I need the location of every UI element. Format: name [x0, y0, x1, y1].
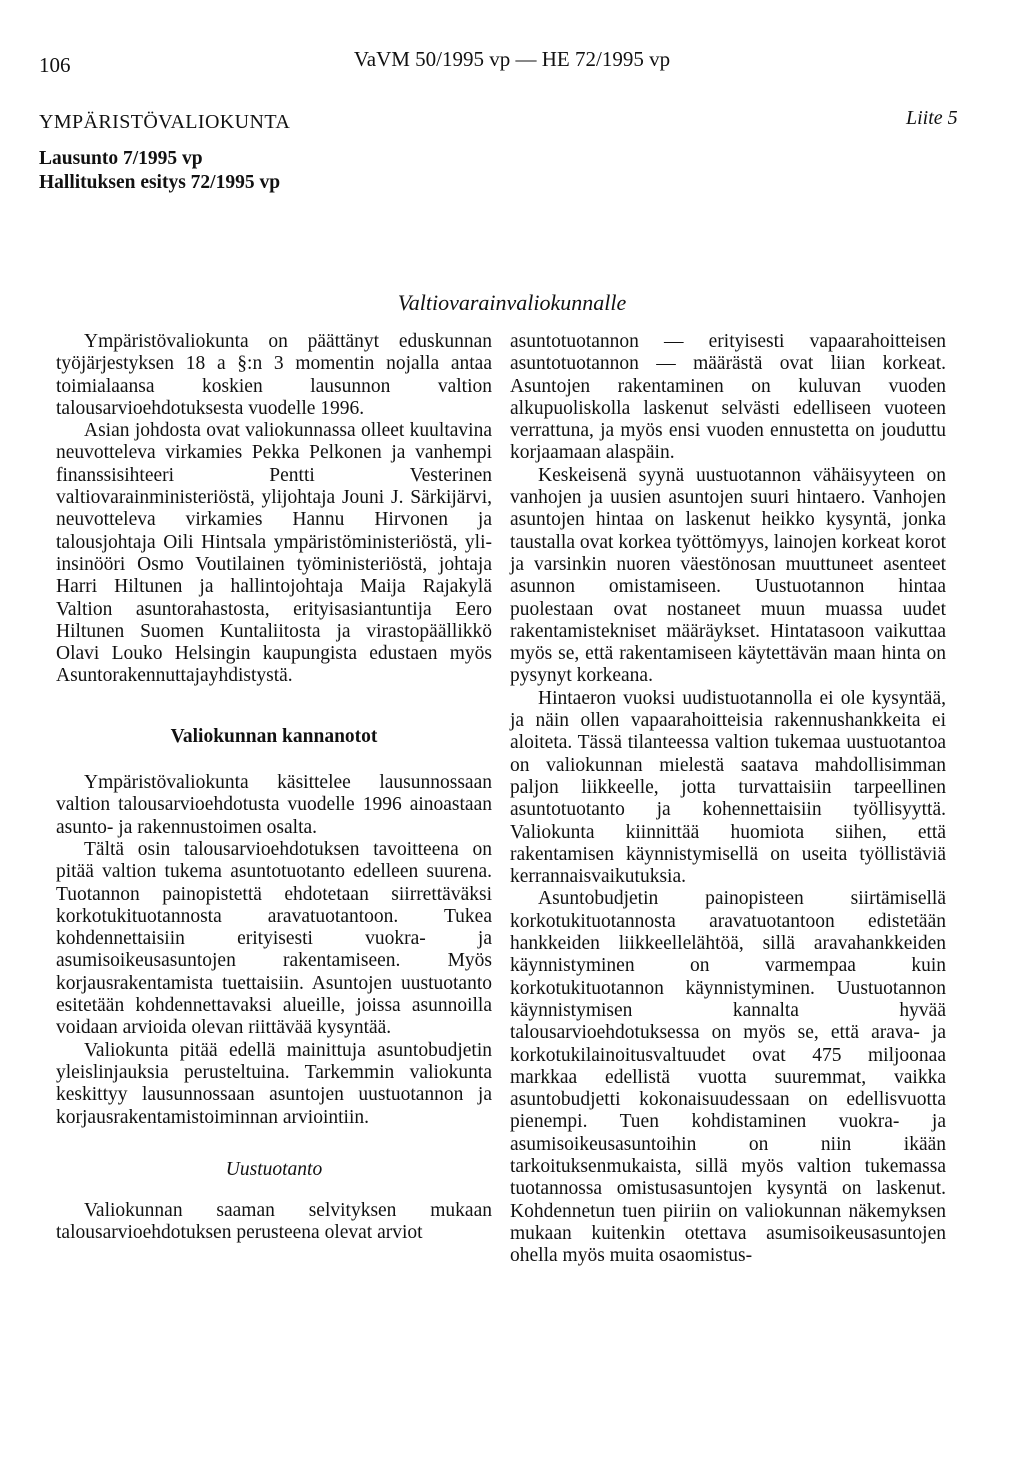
- paragraph: Keskeisenä syynä uustuotannon vähäisyyteen on vanhojen ja uusien asuntojen suuri hintaero. Vanhojen asuntojen hintaa on laskenut heikko kysyntä, jonka taustalla ovat korkea työttömyys, lainojen korkeat korot ja varsinkin nuoren väestönosan muuttuneet asenteet asunnon omistamiseen. Uustuotannon hintaa puolestaan ovat nostaneet muun muassa uudet rakentamistekniset määräykset. Hintatasoon vaikuttaa myös se, että rakentamiseen käytettävän maan hinta on pysynyt korkeana.: [510, 464, 946, 687]
- left-column: [56, 331, 492, 1245]
- recipient-heading: Valtiovarainvaliokunnalle: [397, 290, 627, 315]
- running-head: VaVM 50/1995 vp — HE 72/1995 vp: [353, 47, 671, 71]
- paragraph: Ympäristövaliokunta käsittelee lausunnossaan valtion talousarvioehdotusta vuodelle 1996 ainoastaan asunto- ja rakennustoimen osalta.: [56, 772, 492, 838]
- right-column: [510, 331, 946, 1267]
- paragraph: Valiokunnan saaman selvityksen mukaan talousarvioehdotuksen perusteena olevat arviot: [56, 1200, 492, 1244]
- committee-name: YMPÄRISTÖVALIOKUNTA: [39, 111, 291, 133]
- paragraph: Hintaeron vuoksi uudistuotannolla ei ole kysyntää, ja näin ollen vapaarahoitteisia rakennushankkeita ei aloiteta. Tässä tilanteessa valtion tukemaa uustuotantoa on valiokunnan mielestä saatava mahdollisimman paljon liikkeelle, jotta turvattaisiin tarpeellinen asuntotuotanto ja kohennettaisiin työllisyyttä. Valiokunta kiinnittää huomiota siihen, että rakentamisen käynnistymisellä on useita työllistäviä kerrannaisvaikutuksia.: [510, 687, 946, 888]
- appendix-label: Liite 5: [906, 107, 958, 129]
- paragraph: Valiokunta pitää edellä mainittuja asuntobudjetin yleislinjauksia perusteltuina. Tarkemmin valiokunta keskittyy lausunnossaan asuntojen uustuotannon ja korjausrakentamistoiminnan arviointiin.: [56, 1039, 492, 1128]
- paragraph: Tältä osin talousarvioehdotuksen tavoitteena on pitää valtion tukema asuntotuotanto edelleen suurena. Tuotannon painopistettä ehdotetaan siirrettäväksi korkotukituotannosta aravatuotantoon. Tukea kohdennettaisiin erityisesti vuokra- ja asumisoikeusasuntojen rakentamiseen. Myös korjausrakentamista tuettaisiin. Asuntojen uustuotanto esitetään kohdennettavaksi alueille, joissa asunnoilla voidaan arvioida olevan riittävää kysyntää.: [56, 838, 492, 1039]
- statement-reference: Lausunto 7/1995 vp: [39, 148, 203, 169]
- subsection-heading: Uustuotanto: [225, 1158, 323, 1180]
- page-number: 106: [39, 53, 71, 77]
- paragraph: Asuntobudjetin painopisteen siirtämisellä korkotukituotannosta aravatuotantoon edistetään hankkeiden liikkeellelähtöä, sillä aravahankkeiden käynnistyminen on varmempaa kuin korkotukituotannon käynnistyminen. Uustuotannon käynnistymisen kannalta hyvää talousarvioehdotuksessa on myös se, että arava- ja korkotukilainoitusvaltuudet ovat 475 miljoonaa markkaa edellistä vuotta suuremmat, vaikka asuntobudjetti kokonaisuudessaan on edellisvuotta pienempi. Tuen kohdistaminen vuokra- ja asumisoikeusasuntoihin on niin ikään tarkoituksenmukaista, sillä myös valtion tukemassa tuotannossa omistusasuntojen kysyntä on laskenut. Kohdennetun tuen piiriin on valiokunnan näkemyksen mukaan kuitenkin otettava asumisoikeusasuntojen ohella myös muita osaomistus-: [510, 888, 946, 1267]
- paragraph: Asian johdosta ovat valiokunnassa olleet kuultavina neuvotteleva virkamies Pekka Pelkonen ja vanhempi finanssisihteeri Pentti Vesterinen valtiovarainministeriöstä, ylijohtaja Jouni J. Särkijärvi, neuvotteleva virkamies Hannu Hirvonen ja talousjohtaja Oili Hintsala ympäristöministeriöstä, yli-insinööri Osmo Voutilainen työministeriöstä, johtaja Harri Hiltunen ja hallintojohtaja Maija Rajakylä Valtion asuntorahastosta, erityisasiantuntija Eero Hiltunen Suomen Kuntaliitosta ja virastopäällikkö Olavi Louko Helsingin kaupungista edustaen myös Asuntorakennuttajayhdistystä.: [56, 420, 492, 687]
- paragraph: asuntotuotannon — erityisesti vapaarahoitteisen asuntotuotannon — määrästä ovat liian korkeat. Asuntojen rakentaminen on kuluvan vuoden alkupuoliskolla laskenut selvästi edelliseen vuoteen verrattuna, ja myös ensi vuoden ennustetta on jouduttu korjaamaan alaspäin.: [510, 331, 946, 464]
- section-heading: Valiokunnan kannanotot: [170, 725, 378, 747]
- bill-reference: Hallituksen esitys 72/1995 vp: [39, 172, 281, 193]
- paragraph: Ympäristövaliokunta on päättänyt eduskunnan työjärjestyksen 18 a §:n 3 momentin nojalla antaa toimialaansa koskien lausunnon valtion talousarvioehdotuksesta vuodelle 1996.: [56, 331, 492, 419]
